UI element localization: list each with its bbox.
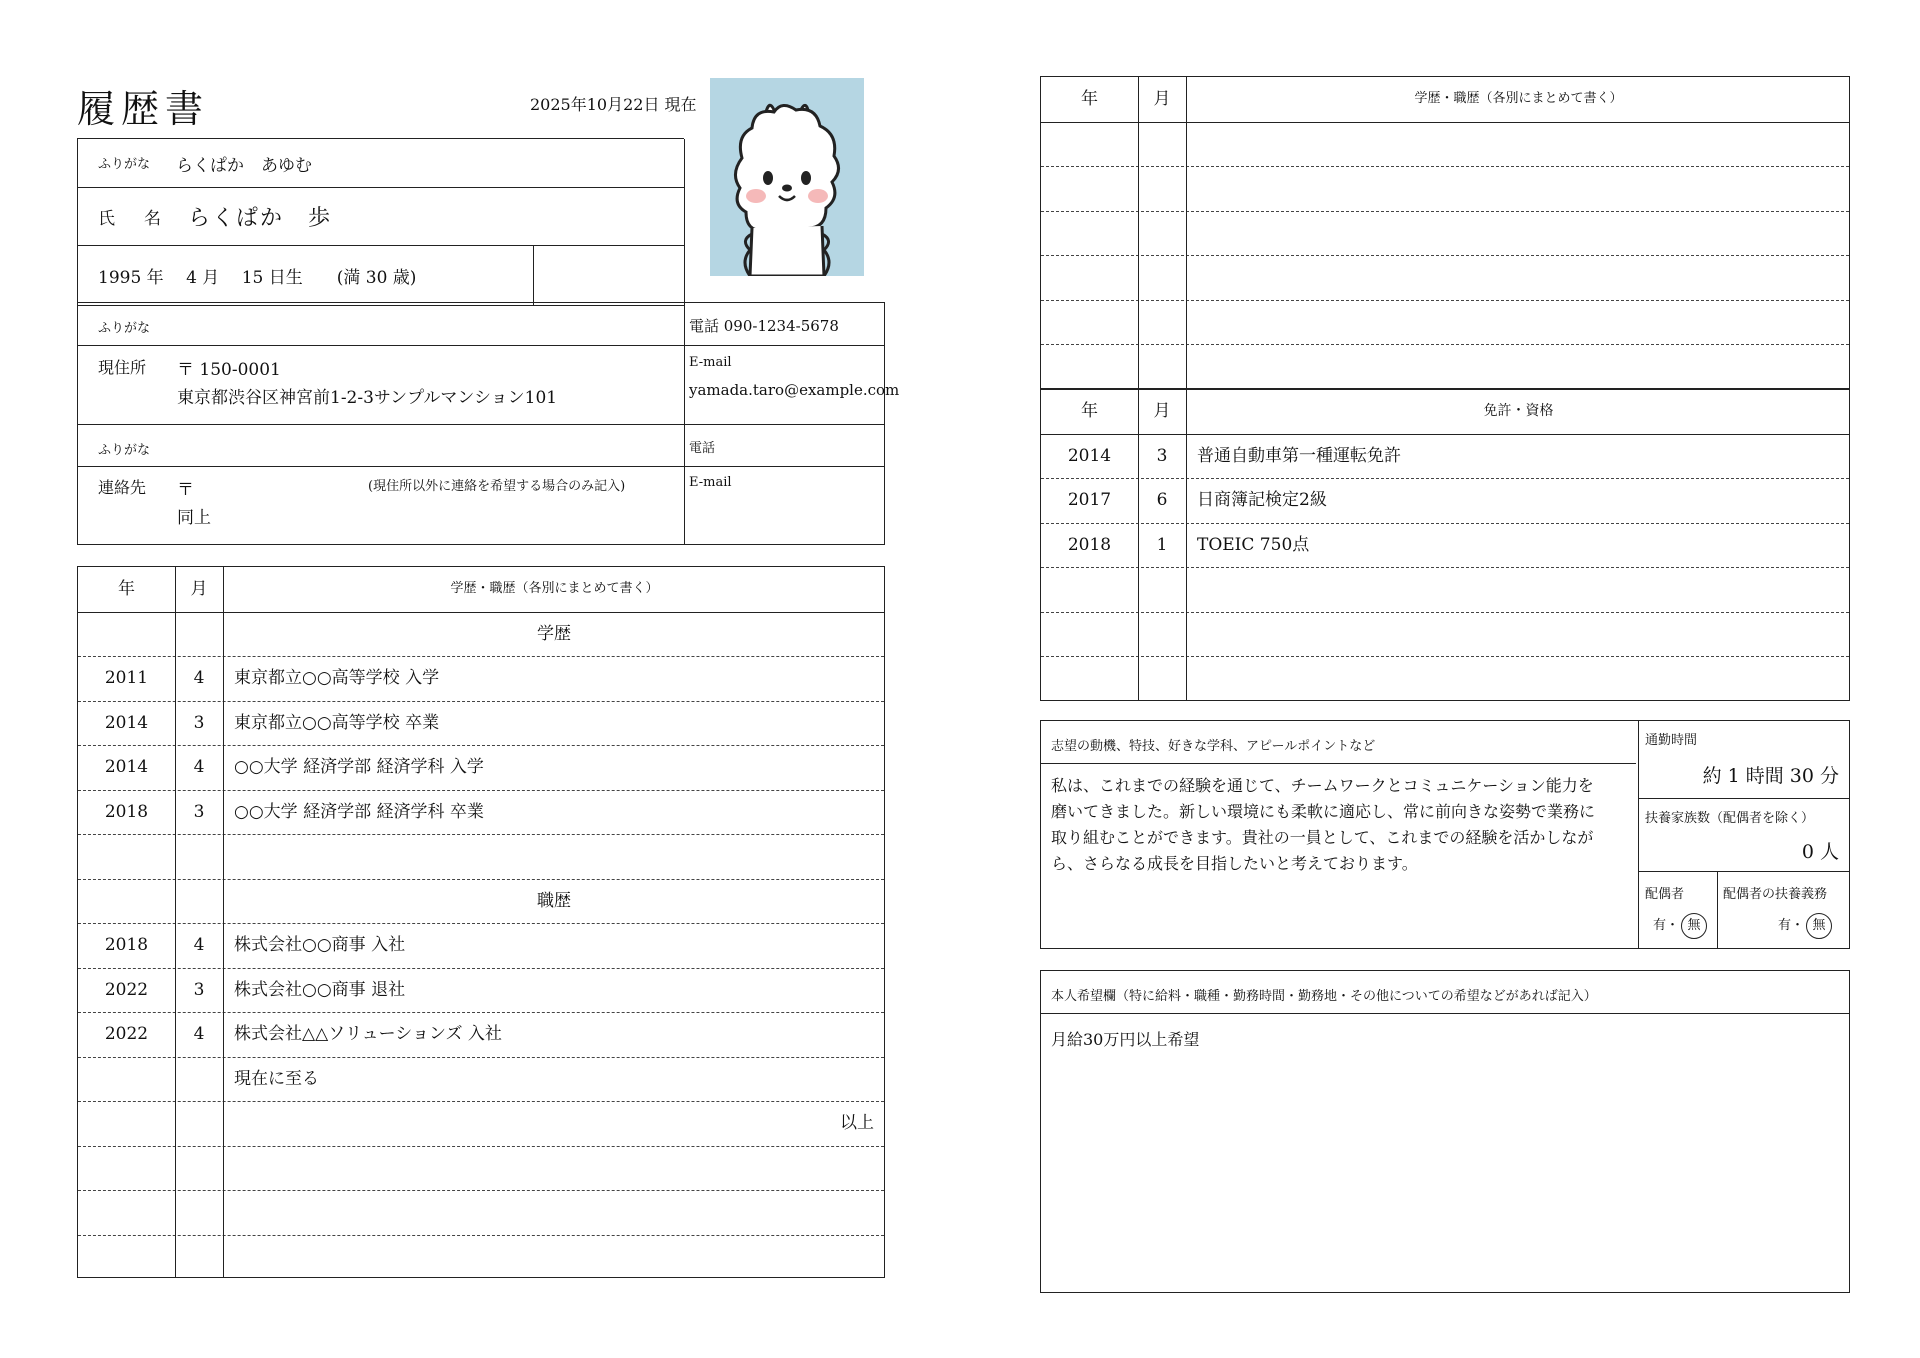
alpaca-icon xyxy=(710,78,864,276)
license-row-year xyxy=(1041,567,1138,611)
history-row-year: 2018 xyxy=(104,935,149,955)
motivation-text xyxy=(1051,773,1595,877)
commute-value: 約 1 時間 30 分 xyxy=(1702,765,1839,787)
history-row-month: 4 xyxy=(193,935,205,955)
history-row-year xyxy=(78,1235,175,1279)
license-row-month: 6 xyxy=(1156,490,1168,510)
motivation-line: 磨いてきました。新しい環境にも柔軟に適応し、常に前向きな姿勢で業務に xyxy=(1051,802,1596,821)
name-box xyxy=(77,138,684,306)
support-yes: 有・ xyxy=(1778,918,1805,933)
history-row-month: 4 xyxy=(193,1024,205,1044)
commute-label: 通勤時間 xyxy=(1645,733,1698,748)
wishes-box xyxy=(1040,970,1850,1293)
contact-value: 同上 xyxy=(177,508,211,528)
wishes-label: 本人希望欄（特に給料・職種・勤務時間・勤務地・その他についての希望などがあれば記入） xyxy=(1051,989,1597,1004)
motivation-label: 志望の動機、特技、好きな学科、アピールポイントなど xyxy=(1051,739,1376,754)
history-row-year xyxy=(78,1101,175,1145)
history-row-month xyxy=(175,1101,223,1145)
postal-code: 〒 150-0001 xyxy=(177,360,281,380)
history-row-year: 2014 xyxy=(104,757,149,777)
motivation-line: ら、さらなる成長を目指したいと考えております。 xyxy=(1051,854,1418,873)
history-row-month xyxy=(175,1146,223,1190)
license-row-month xyxy=(1138,612,1186,656)
contact-email-label: E-mail xyxy=(689,475,732,490)
contact-note: (現住所以外に連絡を希望する場合のみ記入) xyxy=(368,479,626,494)
phone-value: 電話 090-1234-5678 xyxy=(689,317,839,335)
history-row-year: 2022 xyxy=(104,979,149,1000)
spouse-choice xyxy=(1653,913,1707,939)
history-row-desc xyxy=(234,1235,874,1279)
license-row-desc: TOEIC 750点 xyxy=(1197,534,1310,555)
support-no: 無 xyxy=(1806,913,1832,939)
history-row-month: 3 xyxy=(193,801,205,822)
history-row-month: 3 xyxy=(193,712,205,733)
contact-postal: 〒 xyxy=(177,480,194,500)
history-row-month xyxy=(175,612,223,656)
history2-col-desc: 学歴・職歴（各別にまとめて書く） xyxy=(1414,91,1623,106)
history-row-desc xyxy=(234,834,874,878)
license-row-year: 2014 xyxy=(1067,445,1112,466)
history-row-year: 2011 xyxy=(104,668,149,688)
license-row-year: 2018 xyxy=(1067,534,1112,555)
history-row-month xyxy=(175,1057,223,1101)
history-row-year xyxy=(78,612,175,656)
history-row-year xyxy=(78,1057,175,1101)
history-row-desc: 株式会社○○商事 退社 xyxy=(234,979,406,1000)
history-row-month xyxy=(175,834,223,878)
license-row-desc xyxy=(1197,612,1837,656)
name-label: 氏 名 xyxy=(98,209,167,229)
license-row-desc xyxy=(1197,656,1837,700)
history2-col-month: 月 xyxy=(1153,89,1171,109)
history-col-month: 月 xyxy=(190,579,208,599)
license-row-year: 2017 xyxy=(1067,490,1112,510)
address-box xyxy=(77,302,900,545)
wishes-value: 月給30万円以上希望 xyxy=(1051,1030,1200,1049)
dependents-value: 0 人 xyxy=(1801,841,1839,863)
licenses-col-desc: 免許・資格 xyxy=(1483,403,1554,419)
history-row-desc: 株式会社△△ソリューションズ 入社 xyxy=(234,1024,502,1044)
support-label: 配偶者の扶養義務 xyxy=(1723,887,1828,902)
history-row-month xyxy=(175,879,223,923)
history-table-continued xyxy=(1040,76,1850,390)
history-row-desc: 株式会社○○商事 入社 xyxy=(234,935,406,955)
licenses-col-year: 年 xyxy=(1081,401,1098,421)
license-row-desc: 日商簿記検定2級 xyxy=(1197,490,1327,510)
dependents-label: 扶養家族数（配偶者を除く） xyxy=(1645,811,1815,826)
history-row-desc: 東京都立○○高等学校 卒業 xyxy=(234,712,440,733)
license-row-month xyxy=(1138,656,1186,700)
page-title: 履歴書 xyxy=(77,87,210,131)
contact-phone-label: 電話 xyxy=(689,441,716,456)
photo xyxy=(710,78,864,276)
motivation-line: 取り組むことができます。貴社の一員として、これまでの経験を活かしなが xyxy=(1051,828,1594,847)
history-row-desc xyxy=(234,1190,874,1234)
history-row-year xyxy=(78,1146,175,1190)
motivation-line: 私は、これまでの経験を通じて、チームワークとコミュニケーション能力を xyxy=(1051,776,1594,795)
date-text: 2025年10月22日 現在 xyxy=(530,95,697,114)
birth-date: 1995 年 4 月 15 日生 (満 30 歳) xyxy=(98,268,417,288)
address-label: 現住所 xyxy=(98,358,147,377)
license-row-desc xyxy=(1197,567,1837,611)
furigana-label: ふりがな xyxy=(98,157,151,172)
history-row-desc: ○○大学 経済学部 経済学科 卒業 xyxy=(234,801,484,822)
history-row-desc xyxy=(234,1146,874,1190)
history-row-desc: 東京都立○○高等学校 入学 xyxy=(234,668,440,688)
furigana-value: らくぱか あゆむ xyxy=(176,156,312,176)
history-col-year: 年 xyxy=(118,579,135,599)
license-row-month: 1 xyxy=(1156,534,1168,555)
spouse-label: 配偶者 xyxy=(1645,887,1685,902)
spouse-yes: 有・ xyxy=(1653,918,1680,933)
email-label: E-mail xyxy=(689,355,732,370)
motivation-box xyxy=(1040,720,1850,949)
history-row-desc: 学歴 xyxy=(537,623,571,644)
contact-label: 連絡先 xyxy=(98,478,147,497)
history-row-desc: 現在に至る xyxy=(234,1068,319,1089)
licenses-col-month: 月 xyxy=(1153,401,1171,421)
history-row-year: 2018 xyxy=(104,801,149,822)
email-value: yamada.taro@example.com xyxy=(689,381,900,399)
address-line: 東京都渋谷区神宮前1-2-3サンプルマンション101 xyxy=(177,388,558,408)
name-value: らくぱか 歩 xyxy=(188,206,333,231)
history-row-year xyxy=(78,1190,175,1234)
history-col-desc: 学歴・職歴（各別にまとめて書く） xyxy=(450,581,659,596)
support-choice xyxy=(1778,913,1832,939)
history-row-year: 2022 xyxy=(104,1024,149,1044)
history-row-month: 4 xyxy=(193,757,205,777)
spouse-no: 無 xyxy=(1681,913,1707,939)
license-row-month xyxy=(1138,567,1186,611)
licenses-table xyxy=(1040,388,1850,701)
history2-col-year: 年 xyxy=(1081,89,1098,109)
history-row-year xyxy=(78,879,175,923)
license-row-year xyxy=(1041,656,1138,700)
address-furigana-label: ふりがな xyxy=(98,321,151,336)
license-row-desc: 普通自動車第一種運転免許 xyxy=(1197,445,1401,466)
history-row-month: 4 xyxy=(193,668,205,688)
contact-furigana-label: ふりがな xyxy=(98,443,151,458)
history-row-desc: 以上 xyxy=(840,1113,874,1133)
history-row-month xyxy=(175,1235,223,1279)
history-row-month: 3 xyxy=(193,979,205,1000)
history-table xyxy=(77,566,885,1278)
history-row-month xyxy=(175,1190,223,1234)
license-row-month: 3 xyxy=(1156,445,1168,466)
history-row-year xyxy=(78,834,175,878)
license-row-year xyxy=(1041,612,1138,656)
history-row-desc: 職歴 xyxy=(537,890,571,911)
history-row-year: 2014 xyxy=(104,712,149,733)
history-row-desc: ○○大学 経済学部 経済学科 入学 xyxy=(234,757,484,777)
